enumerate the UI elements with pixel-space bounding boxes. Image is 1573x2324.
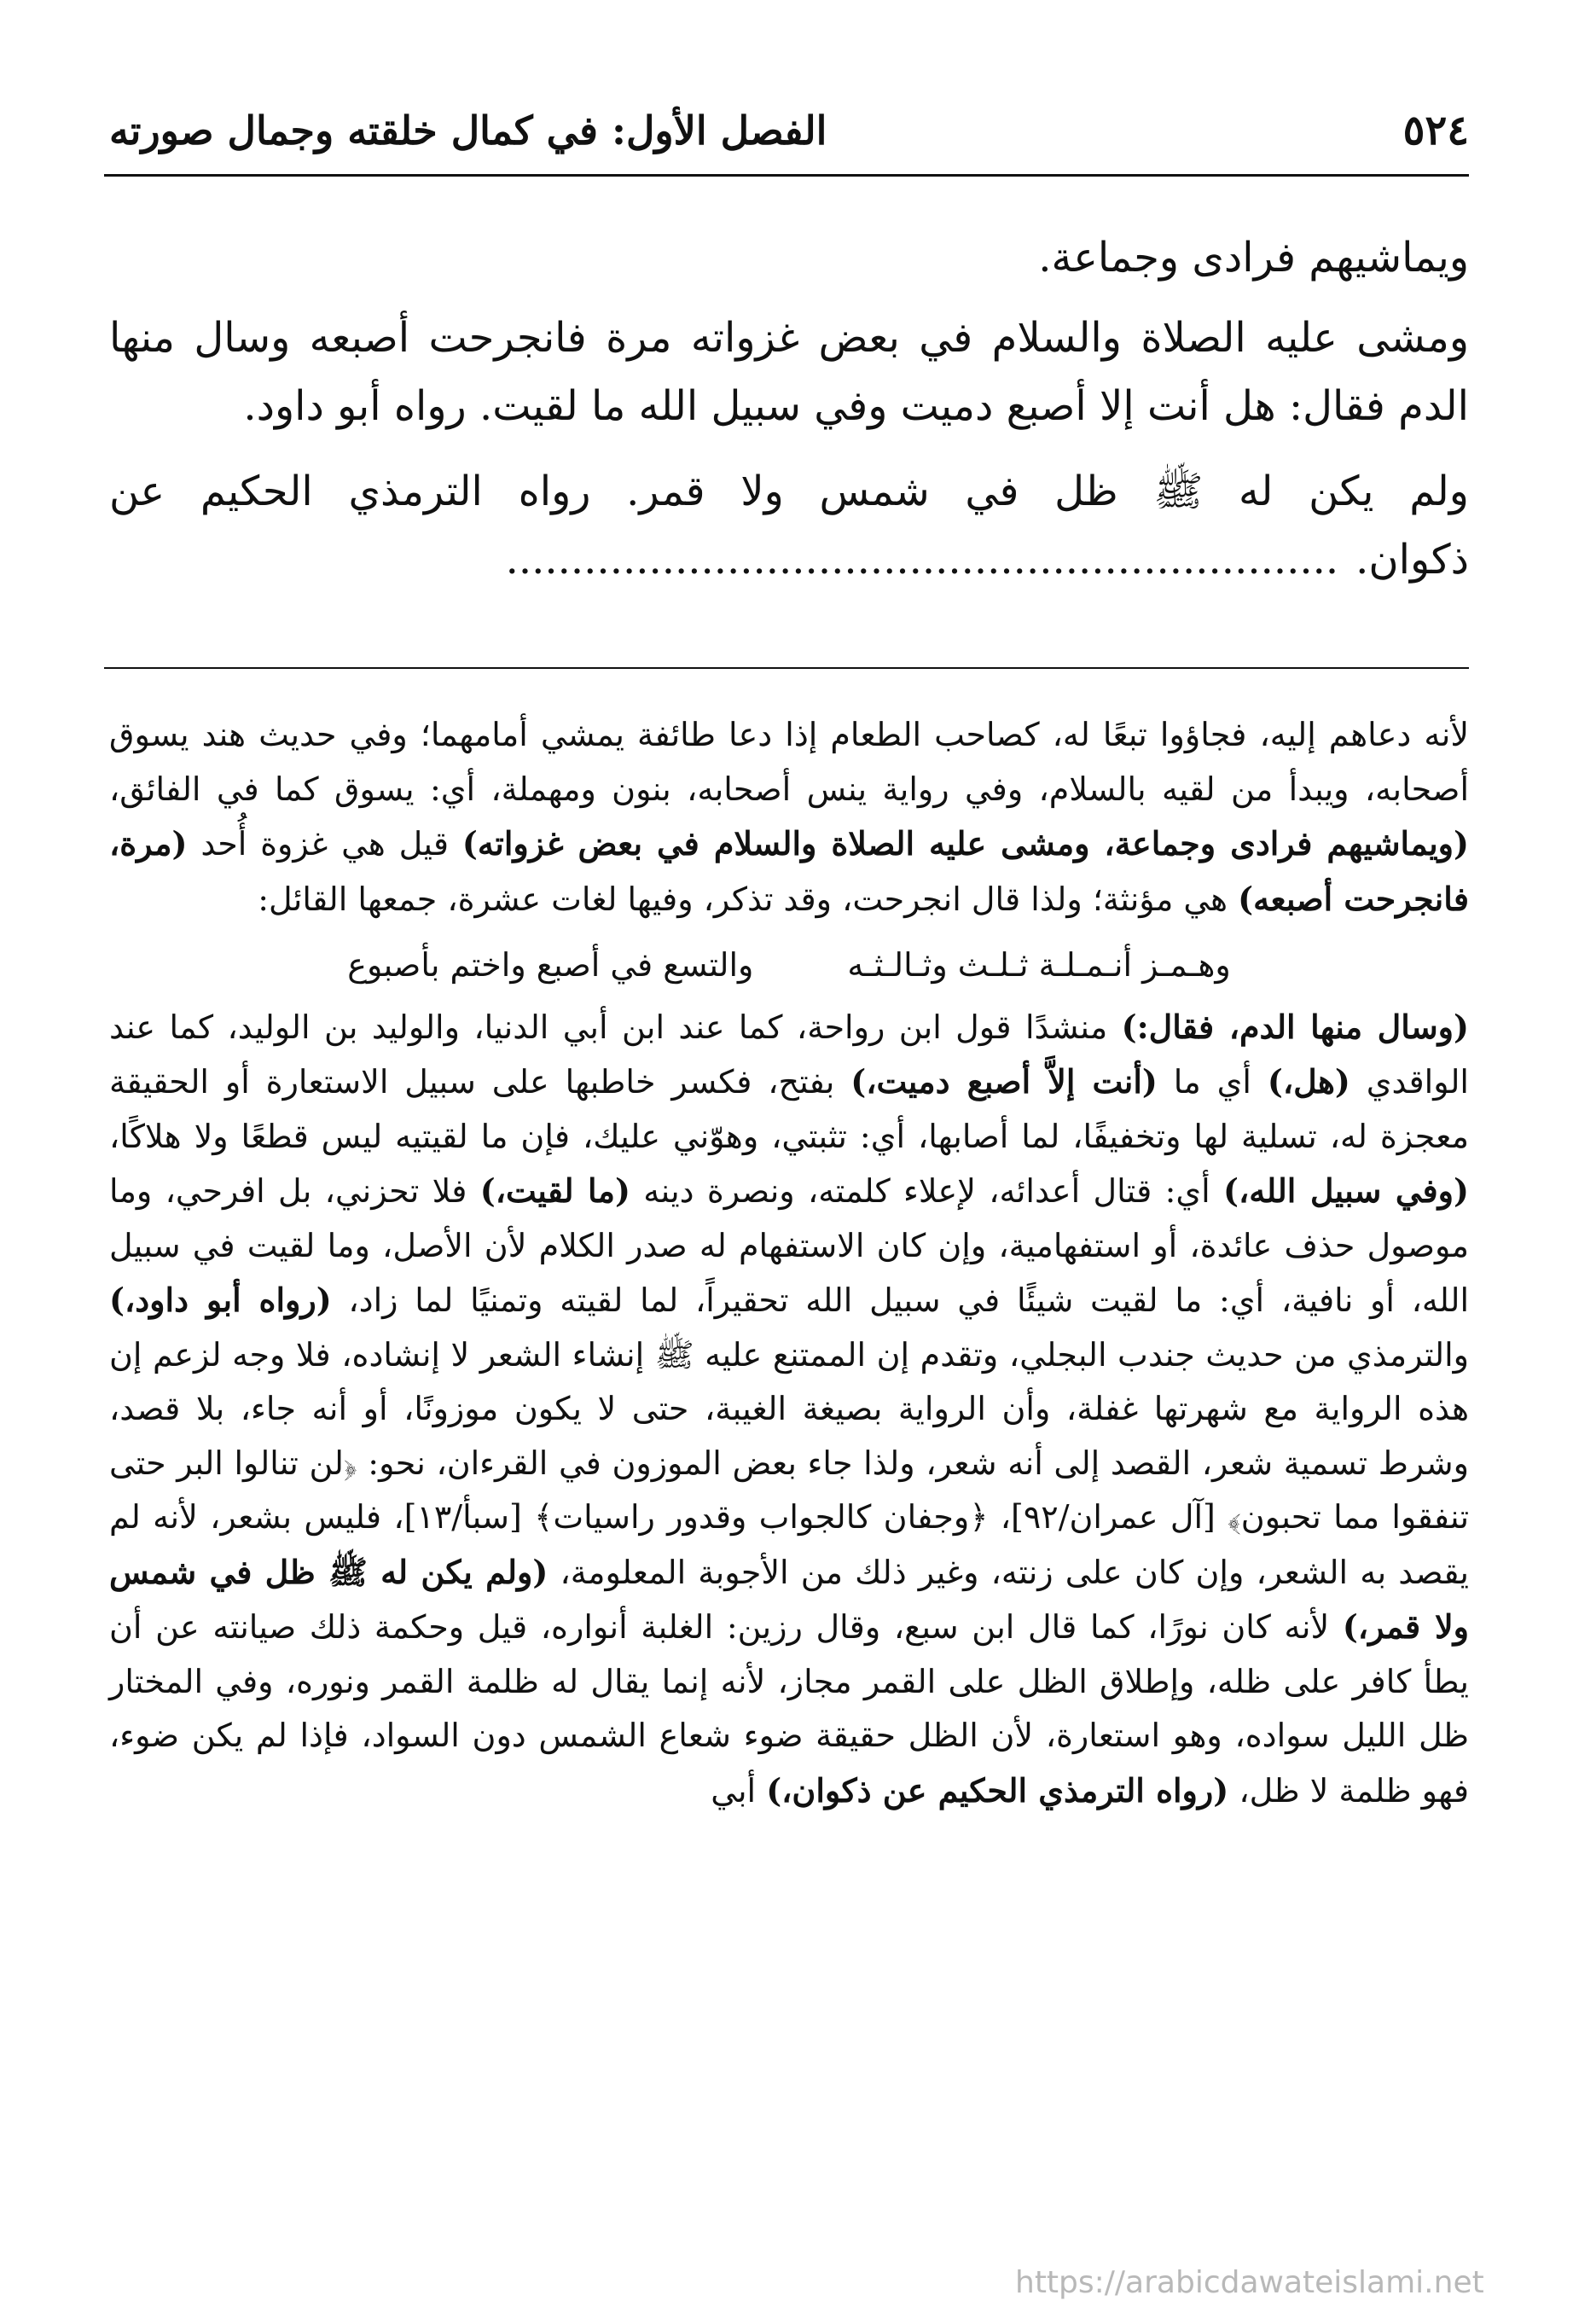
- quoted-matn: (ما لقيت،): [479, 1171, 630, 1210]
- commentary-text: [109, 708, 1469, 1818]
- commentary-text-run: أي: قتال أعدائه، لإعلاء كلمته، ونصرة دينه: [630, 1172, 1224, 1210]
- commentary-text-run: أبي: [711, 1771, 767, 1810]
- chapter-title: الفصل الأول: في كمال خلقته وجمال صورته: [109, 107, 827, 154]
- dotted-leader: ................................................................: [505, 536, 1339, 584]
- quoted-matn: (رواه الترمذي الحكيم عن ذكوان،): [766, 1770, 1229, 1810]
- page-number: ٥٢٤: [1402, 107, 1469, 154]
- quoted-matn: (ولم يكن له ﷺ ظل في شمس ولا قمر،): [109, 1552, 1469, 1646]
- poem-hemistich-right: وهـمـز أنـمـلـة ثـلـث وثـالـثـه: [847, 946, 1231, 984]
- quoted-matn: (مرة، فانجرحت أصبعه): [109, 824, 1469, 918]
- commentary-text-run: منشدًا قول ابن رواحة، كما عند ابن أبي الدنيا، والوليد بن الوليد، كما عند الواقدي: [109, 1008, 1469, 1101]
- quoted-matn: (وسال منها الدم، فقال:): [1121, 1007, 1469, 1046]
- commentary-paragraph-2: [109, 1000, 1469, 1819]
- matn-line-1: ويماشيهم فرادى وجماعة.: [1038, 234, 1469, 282]
- commentary-text-run: هي مؤنثة؛ ولذا قال انجرحت، وقد تذكر، وفيها لغات عشرة، جمعها القائل:: [258, 880, 1239, 918]
- matn-paragraph-3-text: ولم يكن له ﷺ ظل في شمس ولا قمر. رواه الترمذي الحكيم عن ذكوان.: [109, 468, 1469, 584]
- commentary-text-run: فلا تحزني، بل افرحي، وما موصول حذف عائدة، أو استفهامية، وإن كان الاستفهام له صدر الكلام لأن الأصل، وما لقيت في سبيل الله، أو نافية، أي: ما لقيت شيئًا في سبيل الله تحقيراً، لما لقيته وتمنيًا لما زاد،: [109, 1172, 1470, 1319]
- page-header: [109, 101, 1469, 160]
- commentary-text-run: لأنه دعاهم إليه، فجاؤوا تبعًا له، كصاحب الطعام إذا دعا طائفة يمشي أمامهما؛ وفي حديث هند يسوق أصحابه، ويبدأ من لقيه بالسلام، وفي رواية ينس أصحابه، بنون ومهملة، أي: يسوق كما في الفائق،: [109, 716, 1469, 808]
- commentary-paragraph-1: [109, 708, 1469, 927]
- main-text: [109, 224, 1469, 611]
- matn-paragraph-2: ومشى عليه الصلاة والسلام في بعض غزواته مرة فانجرحت أصبعه وسال منها الدم فقال: هل أنت إلا أصبع دميت وفي سبيل الله ما لقيت. رواه أبو داود.: [109, 314, 1469, 430]
- quoted-matn: (وفي سبيل الله،): [1223, 1171, 1470, 1210]
- commentary-divider: [104, 667, 1469, 669]
- matn-paragraph-3: [109, 457, 1469, 594]
- commentary-text-run: لأنه كان نورًا، كما قال ابن سبع، وقال رزين: الغلبة أنواره، قيل وحكمة ذلك صيانته عن أن يطأ كافر على ظله، وإطلاق الظل على القمر مجاز، لأنه إنما يقال له ظلمة القمر ونوره، وفي المختار ظل الليل سواده، وهو استعارة، لأن الظل حقيقة ضوء شعاع الشمس دون السواد، فإذا لم يكن ضوء، فهو ظلمة لا ظل،: [109, 1608, 1469, 1810]
- quoted-matn: (رواه أبو داود،): [109, 1281, 332, 1319]
- poem-verse: [109, 938, 1469, 993]
- header-divider: [104, 174, 1469, 177]
- commentary-text-run: بفتح، فكسر خاطبها على سبيل الاستعارة أو الحقيقة معجزة له، تسلية لها وتخفيفًا، لما أصابها، أي: تثبتي، وهوّني عليك، فإن ما لقيتيه ليس قطعًا ولا هلاكًا،: [109, 1063, 1469, 1155]
- commentary-text-run: قيل هي غزوة أُحد: [187, 825, 462, 863]
- commentary-text-run: أي ما: [1157, 1063, 1268, 1101]
- quoted-matn: (هل،): [1267, 1062, 1350, 1101]
- commentary-text-run: والترمذي من حديث جندب البجلي، وتقدم إن الممتنع عليه ﷺ إنشاء الشعر لا إنشاده، فلا وجه لزعم إن هذه الرواية مع شهرتها غفلة، وأن الرواية بصيغة الغيبة، حتى لا يكون موزونًا، أو أنه جاء، بلا قصد، وشرط تسمية شعر، القصد إلى أنه شعر، ولذا جاء بعض الموزون في القرءان، نحو: ﴿لن تنالوا البر حتى تنفقوا مما تحبون﴾ [آل عمران/٩٢]، ﴿وجفان كالجواب وقدور راسيات﴾ [سبأ/١٣]، فليس بشعر، لأنه لم يقصد به الشعر، وإن كان على زنته، وغير ذلك من الأجوبة المعلومة،: [109, 1335, 1470, 1591]
- quoted-matn: (أنت إلاَّ أصبع دميت،): [850, 1062, 1158, 1101]
- watermark-url: https://arabicdawateislami.net: [1015, 2265, 1484, 2300]
- poem-hemistich-left: والتسع في أصبع واختم بأصبوع: [347, 946, 754, 984]
- quoted-matn: (ويماشيهم فرادى وجماعة، ومشى عليه الصلاة والسلام في بعض غزواته): [461, 824, 1469, 863]
